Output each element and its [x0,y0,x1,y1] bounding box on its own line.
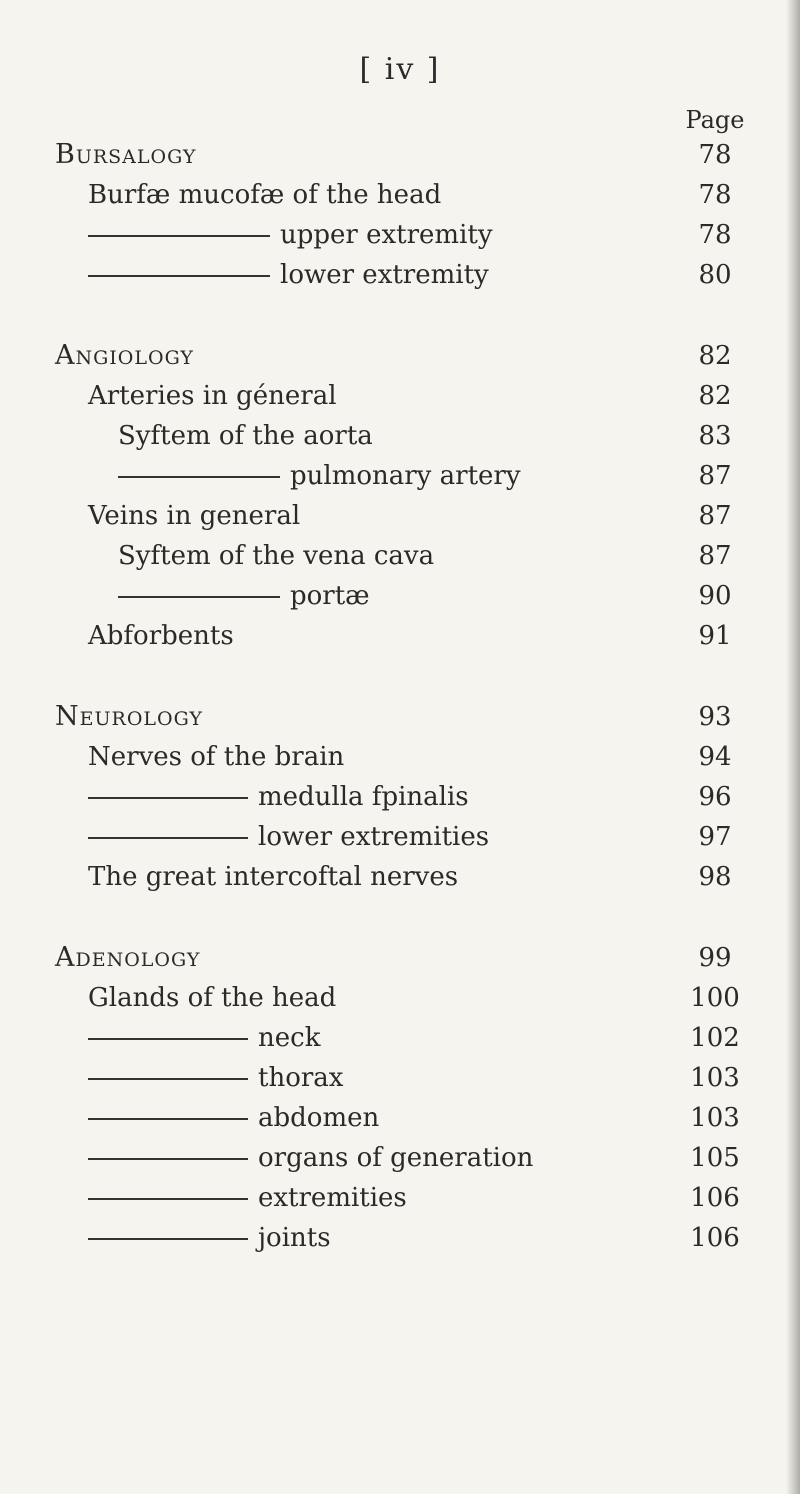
toc-row [0,416,800,456]
sub-entry-title: abdomen [258,1103,380,1133]
sub-entry-title: pulmonary artery [290,461,521,491]
page-number: 82 [698,381,732,411]
toc-row [0,1018,800,1058]
page-number: 78 [698,140,732,170]
toc-row [0,135,800,175]
sub-entry-title: portæ [290,581,370,611]
ditto-rule [88,1198,248,1200]
entry-title: Abforbents [88,621,234,651]
page-number: 102 [690,1023,740,1053]
ditto-rule [88,275,270,277]
toc-row [0,737,800,777]
toc-row [0,456,800,496]
page-number: 99 [698,943,732,973]
page-number: 105 [690,1143,740,1173]
page-number: 96 [698,782,732,812]
entry-title: Nerves of the brain [88,742,345,772]
page-number: 87 [698,501,732,531]
sub-entry-title: neck [258,1023,321,1053]
sub-entry-title: upper extremity [280,220,493,250]
sub-entry-title: lower extremities [258,822,490,852]
sub-entry-title: medulla fpinalis [258,782,469,812]
toc-row [0,496,800,536]
ditto-rule [88,1078,248,1080]
page-number: 106 [690,1223,740,1253]
entry-title: Arteries in géneral [88,381,337,411]
page-number: 78 [698,220,732,250]
toc-row [0,938,800,978]
toc-row [0,536,800,576]
page-number: 106 [690,1183,740,1213]
ditto-rule [88,1238,248,1240]
entry-title: Burfæ mucofæ of the head [88,180,442,210]
entry-title: Glands of the head [88,983,337,1013]
toc-row [0,175,800,215]
ditto-rule [118,596,280,598]
toc-row [0,978,800,1018]
page-number: 97 [698,822,732,852]
page-number: 103 [690,1103,740,1133]
toc-row [0,255,800,295]
toc-row [0,1138,800,1178]
page-header: [ iv ] [359,52,441,87]
page-number: 94 [698,742,732,772]
section-title: Bursalogy [55,139,197,170]
section-title: Adenology [55,942,201,973]
page-number: 82 [698,341,732,371]
page-number: 90 [698,581,732,611]
page-number: 100 [690,983,740,1013]
sub-entry-title: joints [258,1223,331,1253]
ditto-rule [88,1158,248,1160]
ditto-rule [88,1118,248,1120]
page-number: 80 [698,260,732,290]
toc-row [0,777,800,817]
sub-entry-title: thorax [258,1063,344,1093]
page-number: 87 [698,541,732,571]
ditto-rule [88,797,248,799]
sub-entry-title: extremities [258,1183,407,1213]
page-number: 91 [698,621,732,651]
entry-title: The great intercoftal nerves [88,862,459,892]
toc-row [0,336,800,376]
entry-title: Syftem of the aorta [118,421,373,451]
toc-row [0,1098,800,1138]
ditto-rule [118,476,280,478]
sub-entry-title: organs of generation [258,1143,534,1173]
toc-row [0,376,800,416]
ditto-rule [88,837,248,839]
sub-entry-title: lower extremity [280,260,489,290]
page-column-label: Page [685,106,745,134]
toc-row [0,1178,800,1218]
page-number: 98 [698,862,732,892]
toc-row [0,1218,800,1258]
page-number: 103 [690,1063,740,1093]
toc-row [0,1058,800,1098]
page-number: 87 [698,461,732,491]
page-number: 83 [698,421,732,451]
section-title: Neurology [55,701,203,732]
toc-row [0,616,800,656]
toc-row [0,576,800,616]
entry-title: Syftem of the vena cava [118,541,435,571]
ditto-rule [88,1038,248,1040]
entry-title: Veins in general [88,501,301,531]
page-edge-shadow [786,0,800,1494]
toc-row [0,697,800,737]
page-number: 78 [698,180,732,210]
toc-row [0,215,800,255]
section-title: Angiology [55,340,194,371]
page-number: 93 [698,702,732,732]
toc-row [0,817,800,857]
toc-row [0,857,800,897]
ditto-rule [88,235,270,237]
